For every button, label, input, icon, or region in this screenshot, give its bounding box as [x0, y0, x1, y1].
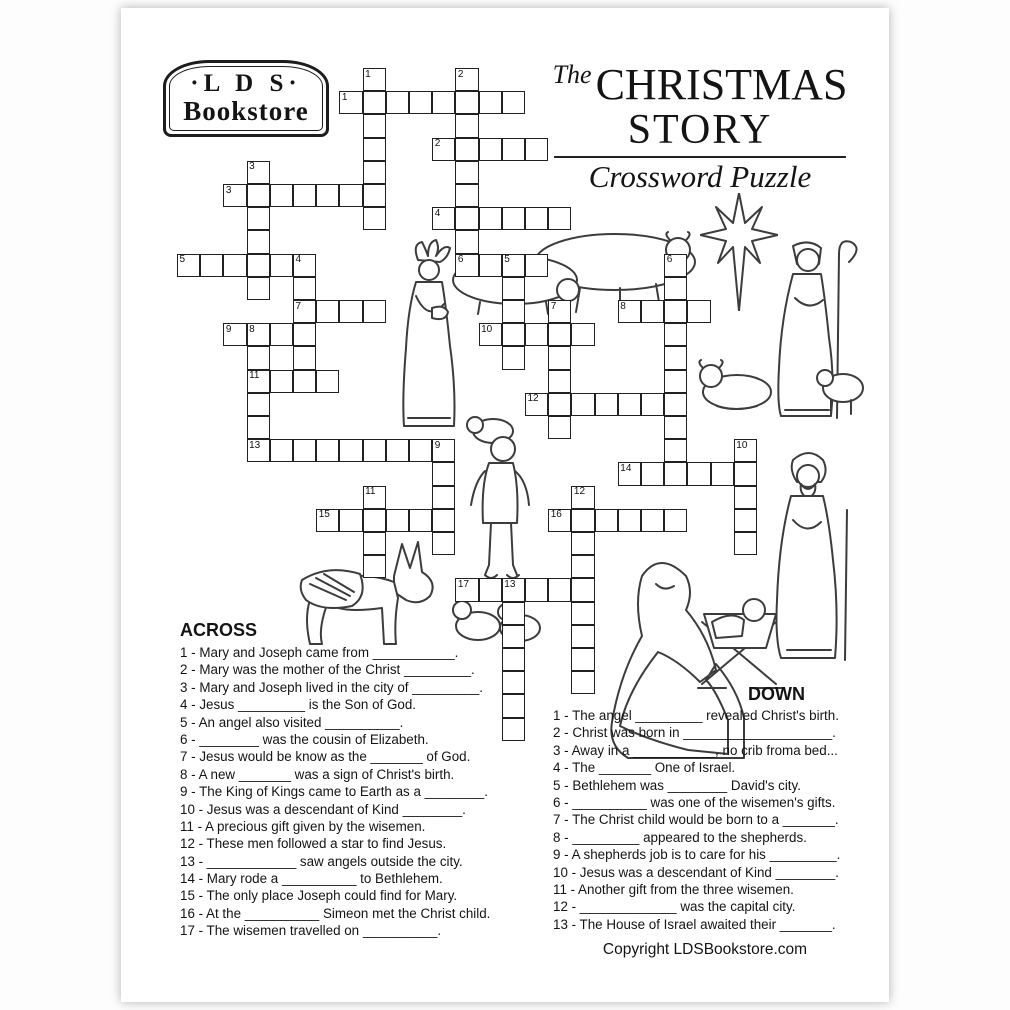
- grid-cell[interactable]: [363, 161, 386, 184]
- grid-cell[interactable]: [641, 393, 664, 416]
- grid-cell[interactable]: [479, 138, 502, 161]
- clue-item: 10 - Jesus was a descendant of Kind ________.: [180, 801, 466, 817]
- grid-cell[interactable]: [502, 602, 525, 625]
- grid-cell[interactable]: [386, 439, 409, 462]
- logo-inner-frame: [169, 66, 323, 131]
- cell-number: 12: [573, 486, 586, 498]
- grid-cell[interactable]: [664, 462, 687, 485]
- cell-number: 2: [457, 68, 464, 80]
- cell-number: 1: [341, 91, 348, 103]
- grid-cell[interactable]: [618, 509, 641, 532]
- clue-item: 11 - A precious gift given by the wisemen.: [180, 818, 426, 834]
- clue-item: 11 - Another gift from the three wisemen.: [553, 881, 794, 897]
- cell-number: 5: [504, 254, 510, 266]
- grid-cell[interactable]: [548, 416, 571, 439]
- grid-cell[interactable]: [432, 207, 455, 230]
- grid-cell[interactable]: [409, 91, 432, 114]
- grid-cell[interactable]: [711, 462, 734, 485]
- grid-cell[interactable]: [177, 254, 200, 277]
- logo-line-bookstore: Bookstore: [183, 96, 309, 126]
- title-block: [535, 52, 865, 194]
- grid-cell[interactable]: [502, 671, 525, 694]
- clue-item: 15 - The only place Joseph could find for Mary.: [180, 888, 458, 904]
- grid-cell[interactable]: [363, 532, 386, 555]
- cell-number: 15: [318, 509, 330, 521]
- grid-cell[interactable]: [502, 718, 525, 741]
- grid-cell[interactable]: [316, 439, 339, 462]
- grid-cell[interactable]: [247, 393, 270, 416]
- grid-cell[interactable]: [316, 184, 339, 207]
- grid-cell[interactable]: [223, 254, 246, 277]
- grid-cell[interactable]: [223, 184, 246, 207]
- clue-item: 13 - ____________ saw angels outside the city.: [180, 853, 463, 869]
- grid-cell[interactable]: [247, 370, 270, 393]
- grid-cell[interactable]: [664, 346, 687, 369]
- cell-number: 6: [666, 254, 673, 266]
- grid-cell[interactable]: [687, 462, 710, 485]
- grid-cell[interactable]: [734, 486, 757, 509]
- grid-cell[interactable]: [502, 277, 525, 300]
- grid-cell[interactable]: [270, 439, 293, 462]
- grid-cell[interactable]: [664, 277, 687, 300]
- grid-cell[interactable]: [618, 393, 641, 416]
- down-clue-list: [553, 707, 840, 933]
- title-divider: [554, 156, 846, 158]
- title-line-1: [535, 52, 865, 108]
- cell-number: 7: [295, 300, 302, 312]
- cell-number: 4: [295, 254, 302, 266]
- grid-cell[interactable]: [734, 439, 757, 462]
- title-the: The: [552, 60, 592, 89]
- grid-cell[interactable]: [363, 114, 386, 137]
- cell-number: 13: [249, 439, 261, 451]
- clue-item: 3 - Away in a ___________, no crib froma bed...: [553, 742, 838, 758]
- grid-cell[interactable]: [247, 161, 270, 184]
- lds-bookstore-logo: [163, 60, 329, 137]
- cell-number: 8: [620, 300, 626, 312]
- clue-item: 12 - These men followed a star to find Jesus.: [180, 836, 447, 852]
- grid-cell[interactable]: [432, 138, 455, 161]
- clue-item: 9 - The King of Kings came to Earth as a ________.: [180, 784, 488, 800]
- grid-cell[interactable]: [571, 393, 594, 416]
- grid-cell[interactable]: [316, 509, 339, 532]
- cell-number: 10: [736, 439, 748, 451]
- cell-number: 10: [481, 323, 493, 335]
- grid-cell[interactable]: [664, 416, 687, 439]
- grid-cell[interactable]: [548, 393, 571, 416]
- clue-item: 5 - An angel also visited __________.: [180, 714, 404, 730]
- cell-number: 6: [457, 254, 464, 266]
- cell-number: 1: [365, 68, 371, 80]
- grid-cell[interactable]: [247, 184, 270, 207]
- grid-cell[interactable]: [293, 370, 316, 393]
- grid-cell[interactable]: [247, 207, 270, 230]
- grid-cell[interactable]: [293, 254, 316, 277]
- clue-item: 3 - Mary and Joseph lived in the city of _________.: [180, 679, 483, 695]
- cell-number: 7: [550, 300, 557, 312]
- grid-cell[interactable]: [571, 671, 594, 694]
- clue-item: 8 - _________ appeared to the shepherds.: [553, 829, 807, 845]
- grid-cell[interactable]: [502, 648, 525, 671]
- grid-cell[interactable]: [502, 694, 525, 717]
- grid-cell[interactable]: [479, 578, 502, 601]
- cell-number: 17: [457, 578, 470, 590]
- grid-cell[interactable]: [270, 184, 293, 207]
- grid-cell[interactable]: [502, 346, 525, 369]
- grid-cell[interactable]: [293, 300, 316, 323]
- cell-number: 3: [249, 161, 255, 173]
- clue-item: 12 - _____________ was the capital city.: [553, 899, 796, 915]
- grid-cell[interactable]: [502, 207, 525, 230]
- grid-cell[interactable]: [316, 300, 339, 323]
- down-heading: DOWN: [748, 684, 805, 704]
- cell-number: 5: [179, 254, 186, 266]
- grid-cell[interactable]: [293, 346, 316, 369]
- grid-cell[interactable]: [548, 509, 571, 532]
- clue-item: 13 - The House of Israel awaited their _______.: [553, 916, 836, 932]
- cell-number: 9: [434, 439, 441, 451]
- grid-cell[interactable]: [664, 509, 687, 532]
- grid-cell[interactable]: [502, 323, 525, 346]
- grid-cell[interactable]: [455, 230, 478, 253]
- title-subtitle: Crossword Puzzle: [588, 159, 812, 194]
- grid-cell[interactable]: [455, 68, 478, 91]
- grid-cell[interactable]: [525, 254, 548, 277]
- grid-cell[interactable]: [432, 532, 455, 555]
- grid-cell[interactable]: [247, 277, 270, 300]
- grid-cell[interactable]: [571, 323, 594, 346]
- grid-cell[interactable]: [247, 416, 270, 439]
- grid-cell[interactable]: [247, 346, 270, 369]
- grid-cell[interactable]: [455, 578, 478, 601]
- grid-cell[interactable]: [595, 509, 618, 532]
- grid-cell[interactable]: [571, 555, 594, 578]
- grid-cell[interactable]: [687, 300, 710, 323]
- cell-number: 8: [249, 323, 255, 335]
- clue-item: 2 - Mary was the mother of the Christ _________.: [180, 662, 475, 678]
- clue-item: 7 - The Christ child would be born to a _______.: [553, 812, 839, 828]
- grid-cell[interactable]: [664, 254, 687, 277]
- grid-cell[interactable]: [339, 91, 362, 114]
- grid-cell[interactable]: [247, 439, 270, 462]
- title-christmas: CHRISTMAS: [595, 60, 848, 109]
- grid-cell[interactable]: [270, 323, 293, 346]
- grid-cell[interactable]: [363, 207, 386, 230]
- grid-cell[interactable]: [455, 207, 478, 230]
- grid-cell[interactable]: [502, 578, 525, 601]
- cell-number: 11: [249, 370, 260, 382]
- clue-item: 8 - A new _______ was a sign of Christ's birth.: [180, 766, 455, 782]
- grid-cell[interactable]: [432, 462, 455, 485]
- cell-number: 3: [225, 184, 232, 196]
- cell-number: 14: [620, 462, 632, 474]
- clue-item: 7 - Jesus would be know as the _______ of God.: [180, 749, 471, 765]
- grid-cell[interactable]: [455, 184, 478, 207]
- grid-cell[interactable]: [247, 323, 270, 346]
- grid-cell[interactable]: [664, 300, 687, 323]
- grid-cell[interactable]: [339, 439, 362, 462]
- grid-cell[interactable]: [409, 439, 432, 462]
- clue-item: 6 - __________ was one of the wisemen's gifts.: [553, 794, 836, 810]
- grid-cell[interactable]: [293, 277, 316, 300]
- cell-number: 9: [225, 323, 232, 335]
- grid-cell[interactable]: [247, 230, 270, 253]
- grid-cell[interactable]: [432, 509, 455, 532]
- grid-cell[interactable]: [502, 254, 525, 277]
- grid-cell[interactable]: [734, 462, 757, 485]
- grid-cell[interactable]: [386, 91, 409, 114]
- grid-cell[interactable]: [363, 138, 386, 161]
- across-heading: ACROSS: [180, 620, 258, 640]
- grid-cell[interactable]: [595, 393, 618, 416]
- grid-cell[interactable]: [548, 207, 571, 230]
- grid-cell[interactable]: [455, 161, 478, 184]
- grid-cell[interactable]: [247, 254, 270, 277]
- grid-cell[interactable]: [432, 486, 455, 509]
- grid-cell[interactable]: [618, 300, 641, 323]
- cell-number: 16: [550, 509, 562, 521]
- grid-cell[interactable]: [363, 91, 386, 114]
- grid-cell[interactable]: [363, 300, 386, 323]
- grid-cell[interactable]: [339, 184, 362, 207]
- grid-cell[interactable]: [664, 439, 687, 462]
- cell-number: 13: [504, 578, 516, 590]
- grid-cell[interactable]: [571, 625, 594, 648]
- grid-cell[interactable]: [293, 184, 316, 207]
- grid-cell[interactable]: [455, 114, 478, 137]
- grid-cell[interactable]: [502, 300, 525, 323]
- grid-cell[interactable]: [293, 323, 316, 346]
- cell-number: 4: [434, 207, 441, 219]
- grid-cell[interactable]: [386, 509, 409, 532]
- clue-item: 1 - The angel _________ revealed Christ's birth.: [553, 708, 839, 723]
- grid-cell[interactable]: [409, 509, 432, 532]
- grid-cell[interactable]: [664, 370, 687, 393]
- grid-cell[interactable]: [548, 346, 571, 369]
- clue-item: 2 - Christ was born in ____________________.: [553, 725, 836, 741]
- logo-line-lds: ·L D S·: [190, 70, 302, 97]
- title-story: STORY: [627, 107, 773, 153]
- grid-cell[interactable]: [641, 300, 664, 323]
- clue-item: 9 - A shepherds job is to care for his _________.: [553, 847, 841, 863]
- grid-cell[interactable]: [502, 91, 525, 114]
- grid-cell[interactable]: [571, 509, 594, 532]
- grid-cell[interactable]: [432, 91, 455, 114]
- grid-cell[interactable]: [432, 439, 455, 462]
- grid-cell[interactable]: [641, 462, 664, 485]
- grid-cell[interactable]: [363, 439, 386, 462]
- grid-cell[interactable]: [479, 91, 502, 114]
- grid-cell[interactable]: [363, 509, 386, 532]
- grid-cell[interactable]: [571, 602, 594, 625]
- grid-cell[interactable]: [316, 370, 339, 393]
- grid-cell[interactable]: [525, 393, 548, 416]
- cell-number: 2: [434, 138, 441, 150]
- grid-cell[interactable]: [571, 648, 594, 671]
- grid-cell[interactable]: [571, 532, 594, 555]
- grid-cell[interactable]: [525, 323, 548, 346]
- copyright-line: Copyright LDSBookstore.com: [602, 941, 808, 958]
- clue-item: 5 - Bethlehem was ________ David's city.: [553, 777, 801, 793]
- grid-cell[interactable]: [571, 486, 594, 509]
- grid-cell[interactable]: [571, 578, 594, 601]
- clue-item: 14 - Mary rode a __________ to Bethlehem.: [180, 871, 443, 887]
- grid-cell[interactable]: [363, 486, 386, 509]
- grid-cell[interactable]: [479, 323, 502, 346]
- grid-cell[interactable]: [664, 323, 687, 346]
- cell-number: 12: [527, 393, 539, 405]
- grid-cell[interactable]: [734, 509, 757, 532]
- grid-cell[interactable]: [270, 254, 293, 277]
- clue-item: 4 - Jesus _________ is the Son of God.: [180, 697, 416, 713]
- grid-cell[interactable]: [548, 370, 571, 393]
- across-clue-list: [180, 644, 490, 940]
- clue-item: 6 - ________ was the cousin of Elizabeth.: [180, 731, 429, 747]
- grid-cell[interactable]: [363, 555, 386, 578]
- grid-cell[interactable]: [664, 393, 687, 416]
- clue-item: 1 - Mary and Joseph came from ___________.: [180, 645, 459, 660]
- cell-number: 11: [365, 486, 376, 498]
- grid-cell[interactable]: [293, 439, 316, 462]
- grid-cell[interactable]: [363, 184, 386, 207]
- grid-cell[interactable]: [618, 462, 641, 485]
- clue-item: 4 - The _______ One of Israel.: [553, 760, 736, 776]
- grid-cell[interactable]: [270, 370, 293, 393]
- grid-cell[interactable]: [200, 254, 223, 277]
- clue-item: 16 - At the __________ Simeon met the Christ child.: [180, 905, 491, 921]
- grid-cell[interactable]: [548, 323, 571, 346]
- grid-cell[interactable]: [339, 509, 362, 532]
- grid-cell[interactable]: [455, 254, 478, 277]
- grid-cell[interactable]: [525, 578, 548, 601]
- clue-item: 17 - The wisemen travelled on __________.: [180, 923, 442, 939]
- grid-cell[interactable]: [641, 509, 664, 532]
- grid-cell[interactable]: [502, 625, 525, 648]
- grid-cell[interactable]: [479, 207, 502, 230]
- grid-cell[interactable]: [502, 138, 525, 161]
- grid-cell[interactable]: [455, 91, 478, 114]
- grid-cell[interactable]: [455, 138, 478, 161]
- grid-cell[interactable]: [734, 532, 757, 555]
- grid-cell[interactable]: [525, 207, 548, 230]
- grid-cell[interactable]: [339, 300, 362, 323]
- grid-cell[interactable]: [548, 578, 571, 601]
- grid-cell[interactable]: [548, 300, 571, 323]
- clue-item: 10 - Jesus was a descendant of Kind ________.: [553, 864, 839, 880]
- grid-cell[interactable]: [479, 254, 502, 277]
- grid-cell[interactable]: [363, 68, 386, 91]
- grid-cell[interactable]: [223, 323, 246, 346]
